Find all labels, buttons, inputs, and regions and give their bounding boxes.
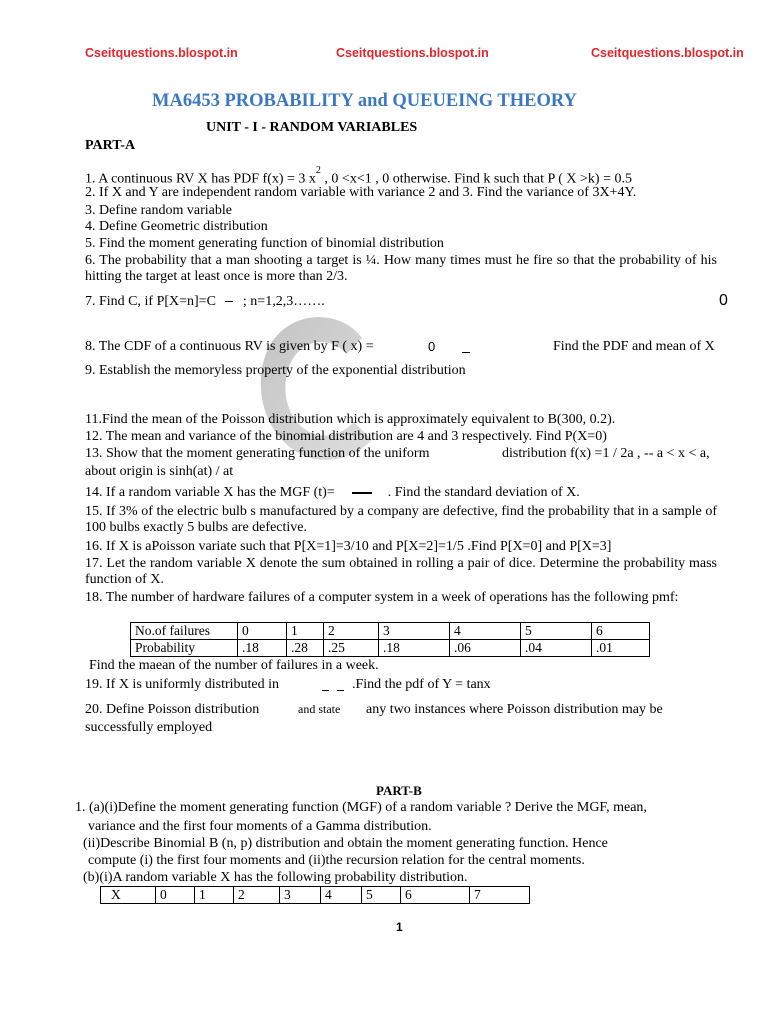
document-title: MA6453 PROBABILITY and QUEUEING THEORY: [152, 91, 577, 111]
header-left-link[interactable]: Cseitquestions.blospot.in: [85, 46, 238, 60]
question-13-line-2: about origin is sinh(at) / at: [85, 464, 234, 479]
question-7-zero: 0: [719, 292, 728, 309]
table-cell: 1: [195, 887, 234, 904]
table-cell: .18: [379, 640, 450, 657]
question-3: 3. Define random variable: [85, 203, 232, 218]
part-b-question-1a-i-line-2: variance and the first four moments of a Gamma distribution.: [88, 819, 432, 834]
table-cell: 2: [324, 623, 379, 640]
part-a-heading: PART-A: [85, 138, 136, 153]
table-cell: 7: [470, 887, 530, 904]
question-8-zero: 0: [428, 339, 436, 354]
question-7: 7. Find C, if P[X=n]=C ; n=1,2,3…….: [85, 294, 325, 309]
fraction-bar: [225, 301, 233, 302]
question-16: 16. If X is aPoisson variate such that P[X=1]=3/10 and P[X=2]=1/5 .Find P[X=0] and P[X=3]: [85, 539, 612, 554]
table-cell: 4: [321, 887, 362, 904]
table-cell: .01: [592, 640, 650, 657]
table-cell: Probability: [131, 640, 238, 657]
question-20-rest: any two instances where Poisson distribution may be: [366, 702, 663, 717]
table-row: [131, 640, 650, 657]
question-8: 8. The CDF of a continuous RV is given by F ( x) =: [85, 339, 374, 354]
part-b-question-1b-i: (b)(i)A random variable X has the following probability distribution.: [83, 870, 468, 885]
question-12: 12. The mean and variance of the binomial distribution are 4 and 3 respectively. Find P(X=0): [85, 429, 607, 444]
table-cell: 1: [287, 623, 324, 640]
question-18: 18. The number of hardware failures of a computer system in a week of operations has the following pmf:: [85, 590, 679, 605]
table-cell: X: [101, 887, 156, 904]
fraction-bar: [352, 492, 372, 494]
fraction-bar: [322, 690, 329, 691]
question-13-continued: distribution f(x) =1 / 2a , -- a < x < a,: [502, 446, 710, 461]
failures-pmf-table: [130, 622, 650, 657]
table-cell: 0: [238, 623, 287, 640]
question-11: 11.Find the mean of the Poisson distribution which is approximately equivalent to B(300, 0.2).: [85, 412, 616, 427]
question-2: 2. If X and Y are independent random variable with variance 2 and 3. Find the variance of 3X+4Y.: [85, 185, 637, 200]
table-cell: 4: [450, 623, 521, 640]
fraction-bar: [462, 352, 470, 353]
table-cell: 2: [234, 887, 280, 904]
table-row: [131, 623, 650, 640]
table-cell: 0: [156, 887, 195, 904]
unit-heading: UNIT - I - RANDOM VARIABLES: [206, 120, 418, 135]
table-cell: 3: [280, 887, 321, 904]
table-cell: .06: [450, 640, 521, 657]
question-9: 9. Establish the memoryless property of the exponential distribution: [85, 363, 466, 378]
question-19-rest: .Find the pdf of Y = tanx: [352, 677, 491, 692]
table-cell: .18: [238, 640, 287, 657]
table-cell: .04: [521, 640, 592, 657]
header-center-link[interactable]: Cseitquestions.blospot.in: [336, 46, 489, 60]
part-b-question-1a-ii-line-2: compute (i) the first four moments and (ii)the recursion relation for the central moments.: [88, 853, 585, 868]
part-b-question-1a-ii: (ii)Describe Binomial B (n, p) distribution and obtain the moment generating function. Hence: [83, 836, 608, 851]
question-15: 15. If 3% of the electric bulb s manufactured by a company are defective, find the probability that in a sample of 100 bulbs exactly 5 bulbs are defective.: [85, 504, 717, 535]
fraction-bar: [337, 690, 344, 691]
question-20: 20. Define Poisson distribution: [85, 702, 260, 717]
question-14: 14. If a random variable X has the MGF (t)= . Find the standard deviation of X.: [85, 485, 580, 500]
part-b-heading: PART-B: [376, 783, 422, 798]
table-cell: 5: [362, 887, 401, 904]
page-number: 1: [396, 920, 403, 934]
question-19: 19. If X is uniformly distributed in: [85, 677, 280, 692]
question-13: 13. Show that the moment generating function of the uniform: [85, 446, 430, 461]
question-8-rest: Find the PDF and mean of X: [553, 339, 715, 354]
table-cell: .25: [324, 640, 379, 657]
probability-distribution-table: [100, 886, 530, 904]
table-cell: 6: [592, 623, 650, 640]
question-18-after: Find the maean of the number of failures in a week.: [89, 658, 379, 673]
table-cell: 3: [379, 623, 450, 640]
question-4: 4. Define Geometric distribution: [85, 219, 268, 234]
question-1: 1. A continuous RV X has PDF f(x) = 3 $x^2$ , 0 <x<1 , 0 otherwise. Find k such that P ( X >k) = 0.5: [85, 165, 632, 187]
question-20-line-2: successfully employed: [85, 720, 213, 735]
part-b-question-1a-i: 1. (a)(i)Define the moment generating function (MGF) of a random variable ? Derive the MGF, mean,: [75, 800, 647, 815]
question-20-and-state: and state: [298, 702, 341, 716]
table-row: [101, 887, 530, 904]
header-right-link[interactable]: Cseitquestions.blospot.in: [591, 46, 744, 60]
table-cell: 6: [401, 887, 470, 904]
question-5: 5. Find the moment generating function of binomial distribution: [85, 236, 444, 251]
table-cell: No.of failures: [131, 623, 238, 640]
table-cell: .28: [287, 640, 324, 657]
table-cell: 5: [521, 623, 592, 640]
question-6: 6. The probability that a man shooting a target is ¼. How many times must he fire so that the probability of his hitting the target at least once is more than 2/3.: [85, 253, 717, 284]
question-17: 17. Let the random variable X denote the sum obtained in rolling a pair of dice. Determine the probability mass function of X.: [85, 556, 717, 587]
